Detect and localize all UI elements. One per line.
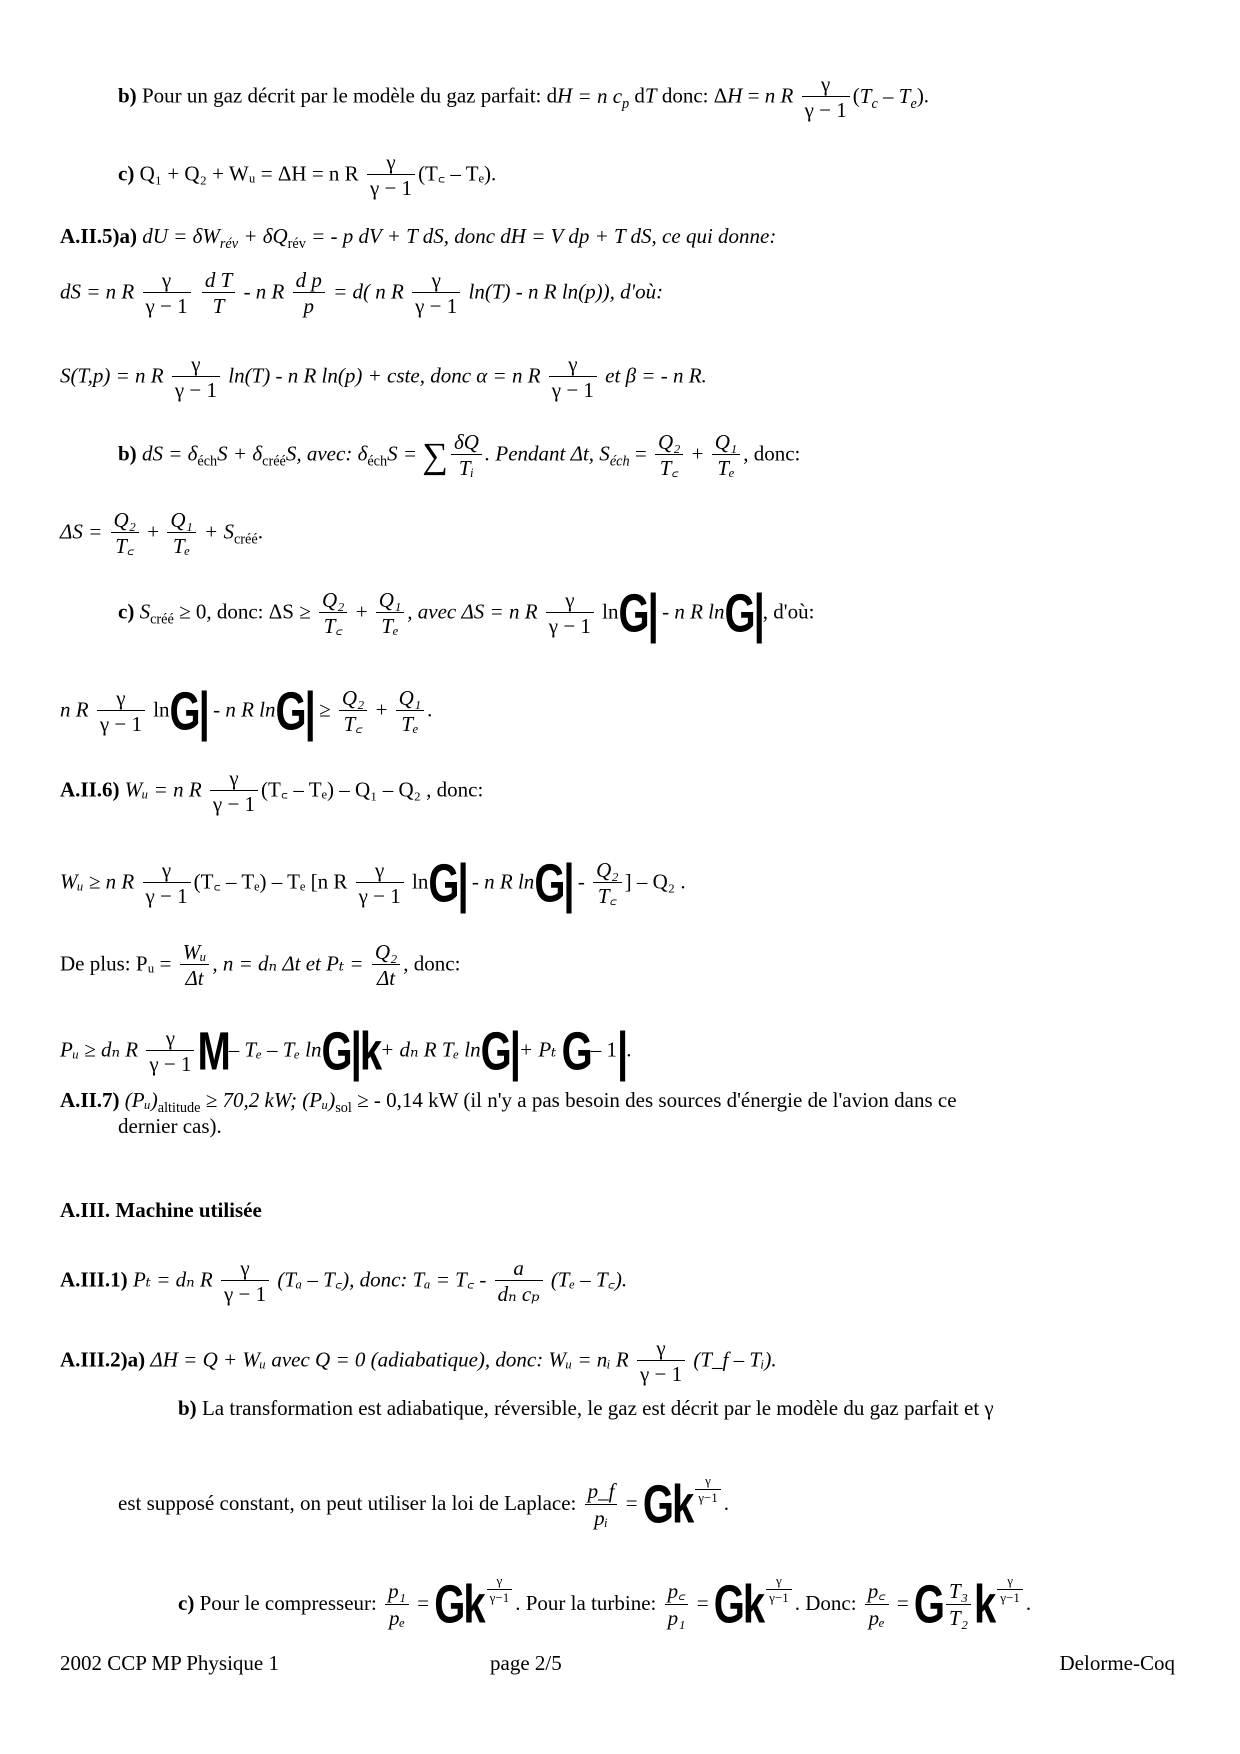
bracket-glyph-icon: G|: [169, 682, 208, 742]
part-b-enthalpy: b) Pour un gaz décrit par le modèle du gaz parfait: dH = n $c_p$ dT donc: ΔH = n R $\frac{\gamma}{\gamma - 1}$ $(T_c - T_e)$.: [118, 72, 930, 123]
subscript: éch: [609, 453, 630, 470]
item-label: A.III.2)a): [60, 1347, 146, 1372]
subscript: sol: [335, 1100, 352, 1117]
text: Wᵤ ≥ n R: [60, 869, 140, 894]
summation-icon: ∑: [422, 435, 448, 476]
text: .: [257, 519, 263, 544]
exponent-fraction: $\frac{\gamma}{\gamma-1}$: [487, 1574, 513, 1606]
text: -: [572, 869, 591, 894]
fraction: $\frac{\text{d p}}{p}$: [293, 268, 325, 319]
fraction: $\frac{\text{Q₂}}{T꜀}$: [339, 686, 367, 737]
entropy-function: [60, 352, 707, 403]
bracket-glyph-icon: M: [197, 1022, 229, 1082]
item-label: c): [178, 1590, 195, 1615]
text: dS = δ: [136, 441, 198, 466]
text: , donc:: [403, 951, 461, 976]
text: ln(T) - n R ln(p) + cste, donc α = n R: [228, 363, 546, 388]
bracket-glyph-icon: Gk: [434, 1575, 484, 1635]
text: ΔS =: [60, 519, 108, 544]
text: ≥ 70,2 kW; (Pᵤ): [200, 1088, 336, 1112]
item-label: A.II.5)a): [60, 224, 137, 248]
entropy-inequality-result: [60, 682, 433, 742]
section-a2-7: [60, 1088, 957, 1117]
text: = d( n R: [333, 279, 410, 304]
text: . Donc:: [794, 1590, 862, 1615]
part-c-compressor-turbine: [178, 1573, 1032, 1635]
fraction: $\frac{\gamma}{\gamma - 1}$: [210, 766, 258, 817]
item-label: c): [118, 599, 135, 624]
text: S(T,p) = n R: [60, 363, 169, 388]
text: + δQ: [238, 224, 288, 248]
text: =: [411, 1590, 435, 1615]
item-label: b): [118, 83, 137, 108]
fraction: $\frac{\delta Q}{\text{Tᵢ}}$: [451, 430, 482, 481]
text: dS = n R: [60, 279, 140, 304]
laplace-law: [118, 1473, 730, 1535]
exponent-fraction: $\frac{\gamma}{\gamma-1}$: [695, 1474, 721, 1506]
power-inequality: [60, 1022, 632, 1082]
fraction: $\frac{\gamma}{\gamma - 1}$: [356, 858, 404, 909]
fraction: $\frac{\text{Q₁}}{\text{Tₑ}}$: [376, 588, 404, 639]
fraction: $\frac{a}{\text{dₙ cₚ}}$: [495, 1256, 543, 1307]
fraction: $\frac{\gamma}{\gamma - 1}$: [412, 268, 460, 319]
text: - n R ln: [207, 697, 276, 722]
bracket-glyph-icon: Gk: [642, 1475, 693, 1535]
text: =: [891, 1590, 914, 1615]
text: S + δ: [217, 441, 263, 466]
footer-page-number: page 2/5: [490, 1651, 562, 1675]
power-definitions: [60, 940, 460, 991]
fraction: $\frac{p\_f}{\text{pᵢ}}$: [585, 1479, 618, 1530]
text: dernier cas).: [118, 1114, 222, 1138]
bracket-glyph-icon: G|k: [321, 1022, 381, 1082]
text: Pᵤ ≥ dₙ R: [60, 1037, 144, 1062]
subscript: créé: [262, 453, 286, 470]
item-label: A.II.6): [60, 777, 120, 802]
text: , d'où:: [762, 599, 815, 624]
work-inequality: [60, 854, 686, 914]
text: ln: [147, 697, 170, 722]
section-a2-6: [60, 766, 483, 817]
subscript: éch: [197, 453, 218, 470]
text: ≥: [313, 697, 336, 722]
text: - n R: [243, 279, 290, 304]
fraction: $\frac{\gamma}{\gamma - 1}$: [802, 72, 850, 123]
text: S: [134, 599, 151, 624]
bracket-glyph-icon: G|: [428, 854, 467, 914]
text: (T_f – Tᵢ).: [688, 1347, 777, 1372]
item-label: c): [118, 161, 135, 186]
text: + S: [198, 519, 234, 544]
fraction: $\frac{\text{Q₁}}{\text{Tₑ}}$: [396, 686, 424, 737]
fraction: $\frac{\gamma}{\gamma - 1}$: [637, 1336, 685, 1387]
text: (T꜀ – Tₑ) – Q₁ – Q₂ , donc:: [261, 777, 484, 802]
text: +: [141, 519, 165, 544]
text: ln: [596, 599, 619, 624]
bracket-glyph-icon: Gk: [713, 1575, 764, 1635]
text: - n R ln: [656, 599, 725, 624]
exponent-fraction: $\frac{\gamma}{\gamma-1}$: [997, 1574, 1023, 1606]
text: – 1: [590, 1037, 617, 1062]
footer-left: 2002 CCP MP Physique 1: [60, 1651, 279, 1675]
bracket-glyph-icon: k: [974, 1575, 995, 1635]
text: S, avec: δ: [285, 441, 368, 466]
text: De plus: Pᵤ =: [60, 951, 177, 976]
section-a2-5a: [60, 224, 777, 253]
subscript: altitude: [157, 1100, 201, 1117]
text: + dₙ R Tₑ ln: [380, 1037, 481, 1062]
text: ] – Q₂ .: [624, 869, 686, 894]
text: ≥ 0, donc: ΔS ≥: [173, 599, 316, 624]
fraction: $\frac{\text{Q₂}}{\Delta t}$: [372, 940, 400, 991]
subscript: rév: [287, 236, 306, 253]
subscript: éch: [367, 453, 388, 470]
fraction: $\frac{\gamma}{\gamma - 1}$: [143, 858, 191, 909]
fraction: $\frac{\text{Q₁}}{\text{Tₑ}}$: [712, 430, 740, 481]
text: . Pour la turbine:: [515, 1590, 662, 1615]
fraction: $\frac{\text{Wᵤ}}{\Delta t}$: [180, 940, 210, 991]
fraction: $\frac{\gamma}{\gamma - 1}$: [146, 1026, 194, 1077]
text: H: [557, 83, 573, 108]
text: La transformation est adiabatique, réversible, le gaz est décrit par le modèle du gaz parfait et γ: [196, 1396, 994, 1420]
fraction: $\frac{\gamma}{\gamma - 1}$: [549, 352, 597, 403]
text: = - p dV + T dS, donc dH = V dp + T dS, ce qui donne:: [305, 224, 777, 248]
text: . Pendant Δt, S: [484, 441, 610, 466]
text: Pour un gaz décrit par le modèle du gaz parfait: d: [136, 83, 558, 108]
bracket-glyph-icon: G: [913, 1575, 944, 1635]
section-heading: A.III. Machine utilisée: [60, 1198, 262, 1222]
item-label: A.III.1): [60, 1267, 128, 1292]
text: =: [620, 1490, 643, 1515]
text: +: [350, 599, 373, 624]
fraction: $\frac{\text{Q₂}}{T꜀}$: [319, 588, 347, 639]
text: .: [1025, 1590, 1032, 1615]
text: ≥ - 0,14 kW (il n'y a pas besoin des sources d'énergie de l'avion dans ce: [351, 1088, 957, 1112]
text: + Pₜ: [518, 1037, 562, 1062]
fraction: $\frac{\text{p₁}}{\text{pₑ}}$: [385, 1579, 409, 1630]
text: =: [629, 441, 652, 466]
fraction: $\frac{\text{Q₂}}{T꜀}$: [111, 508, 139, 559]
text: +: [370, 697, 393, 722]
text: Q₁ + Q₂ + Wᵤ = ΔH = n R: [134, 161, 364, 186]
text: (T꜀ – Tₑ) – Tₑ [n R: [193, 869, 353, 894]
section-a2-7-continuation: [118, 1116, 222, 1137]
bracket-glyph-icon: G|: [534, 854, 573, 914]
text: Pour le compresseur:: [194, 1590, 383, 1615]
item-label: A.II.7): [60, 1088, 120, 1112]
part-c-entropy-inequality: [118, 584, 815, 644]
text: (Tₐ – T꜀), donc: Tₐ = T꜀ -: [272, 1267, 492, 1292]
text: ln: [406, 869, 429, 894]
fraction: $\frac{\gamma}{\gamma - 1}$: [143, 268, 191, 319]
fraction: $\frac{\text{d T}}{T}$: [202, 268, 235, 319]
fraction: $\frac{\gamma}{\gamma - 1}$: [97, 686, 145, 737]
item-label: b): [118, 441, 137, 466]
fraction: $\frac{p꜀}{\text{p₁}}$: [665, 1579, 689, 1630]
text: ΔH = Q + Wᵤ avec Q = 0 (adiabatique), donc: Wᵤ = nᵢ R: [145, 1347, 634, 1372]
part-b-entropy-balance: [118, 430, 800, 481]
fraction: $\frac{\text{Q₂}}{T꜀}$: [655, 430, 683, 481]
text: +: [686, 441, 709, 466]
fraction: $\frac{\gamma}{\gamma - 1}$: [172, 352, 220, 403]
fraction: $\frac{\text{Q₁}}{\text{Tₑ}}$: [167, 508, 195, 559]
entropy-variation: [60, 508, 263, 559]
fraction: $\frac{\text{T₃}}{\text{T₂}}$: [946, 1579, 971, 1630]
bracket-glyph-icon: G|: [275, 682, 314, 742]
subscript: rév: [219, 236, 239, 253]
text: ln(T) - n R ln(p)), d'où:: [468, 279, 664, 304]
bracket-glyph-icon: |: [616, 1022, 627, 1082]
text: (Tₑ – T꜀).: [545, 1267, 628, 1292]
text: Wᵤ = n R: [119, 777, 207, 802]
text: =: [691, 1590, 714, 1615]
text: .: [723, 1490, 730, 1515]
text: n R: [60, 697, 94, 722]
fraction: $\frac{p꜀}{\text{pₑ}}$: [865, 1579, 889, 1630]
text: est supposé constant, on peut utiliser la loi de Laplace:: [118, 1490, 582, 1515]
footer-author: Delorme-Coq: [1059, 1651, 1175, 1675]
entropy-differential: [60, 268, 663, 319]
text: Pₜ = dₙ R: [127, 1267, 218, 1292]
text: S =: [387, 441, 423, 466]
exponent-fraction: $\frac{\gamma}{\gamma-1}$: [766, 1574, 792, 1606]
bracket-glyph-icon: G|: [724, 584, 763, 644]
subscript: créé: [150, 611, 174, 628]
text: – Tₑ – Tₑ ln: [228, 1037, 322, 1062]
fraction: $\frac{\gamma}{\gamma - 1}$: [367, 150, 415, 201]
fraction: $\frac{\gamma}{\gamma - 1}$: [546, 588, 594, 639]
text: , avec ΔS = n R: [407, 599, 543, 624]
text: .: [427, 697, 433, 722]
text: dU = δW: [137, 224, 220, 248]
part-c-energy-balance: [118, 150, 496, 201]
bracket-glyph-icon: G|: [480, 1022, 519, 1082]
fraction: $\frac{\gamma}{\gamma - 1}$: [221, 1256, 269, 1307]
fraction: $\frac{\text{Q₂}}{T꜀}$: [593, 858, 621, 909]
text: et β = - n R.: [605, 363, 707, 388]
bracket-glyph-icon: G|: [618, 584, 657, 644]
section-a3-1: [60, 1256, 627, 1307]
subscript: créé: [233, 531, 258, 548]
text: - n R ln: [466, 869, 535, 894]
part-b-laplace-intro: [178, 1398, 994, 1419]
text: (Pᵤ): [119, 1088, 158, 1112]
text: , donc:: [743, 441, 801, 466]
text: , n = dₙ Δt et Pₜ =: [212, 951, 369, 976]
text: (T꜀ – Tₑ).: [418, 161, 497, 186]
text: .: [626, 1037, 632, 1062]
section-a3-2a: [60, 1336, 777, 1387]
item-label: b): [178, 1396, 197, 1420]
bracket-glyph-icon: G: [561, 1022, 591, 1082]
